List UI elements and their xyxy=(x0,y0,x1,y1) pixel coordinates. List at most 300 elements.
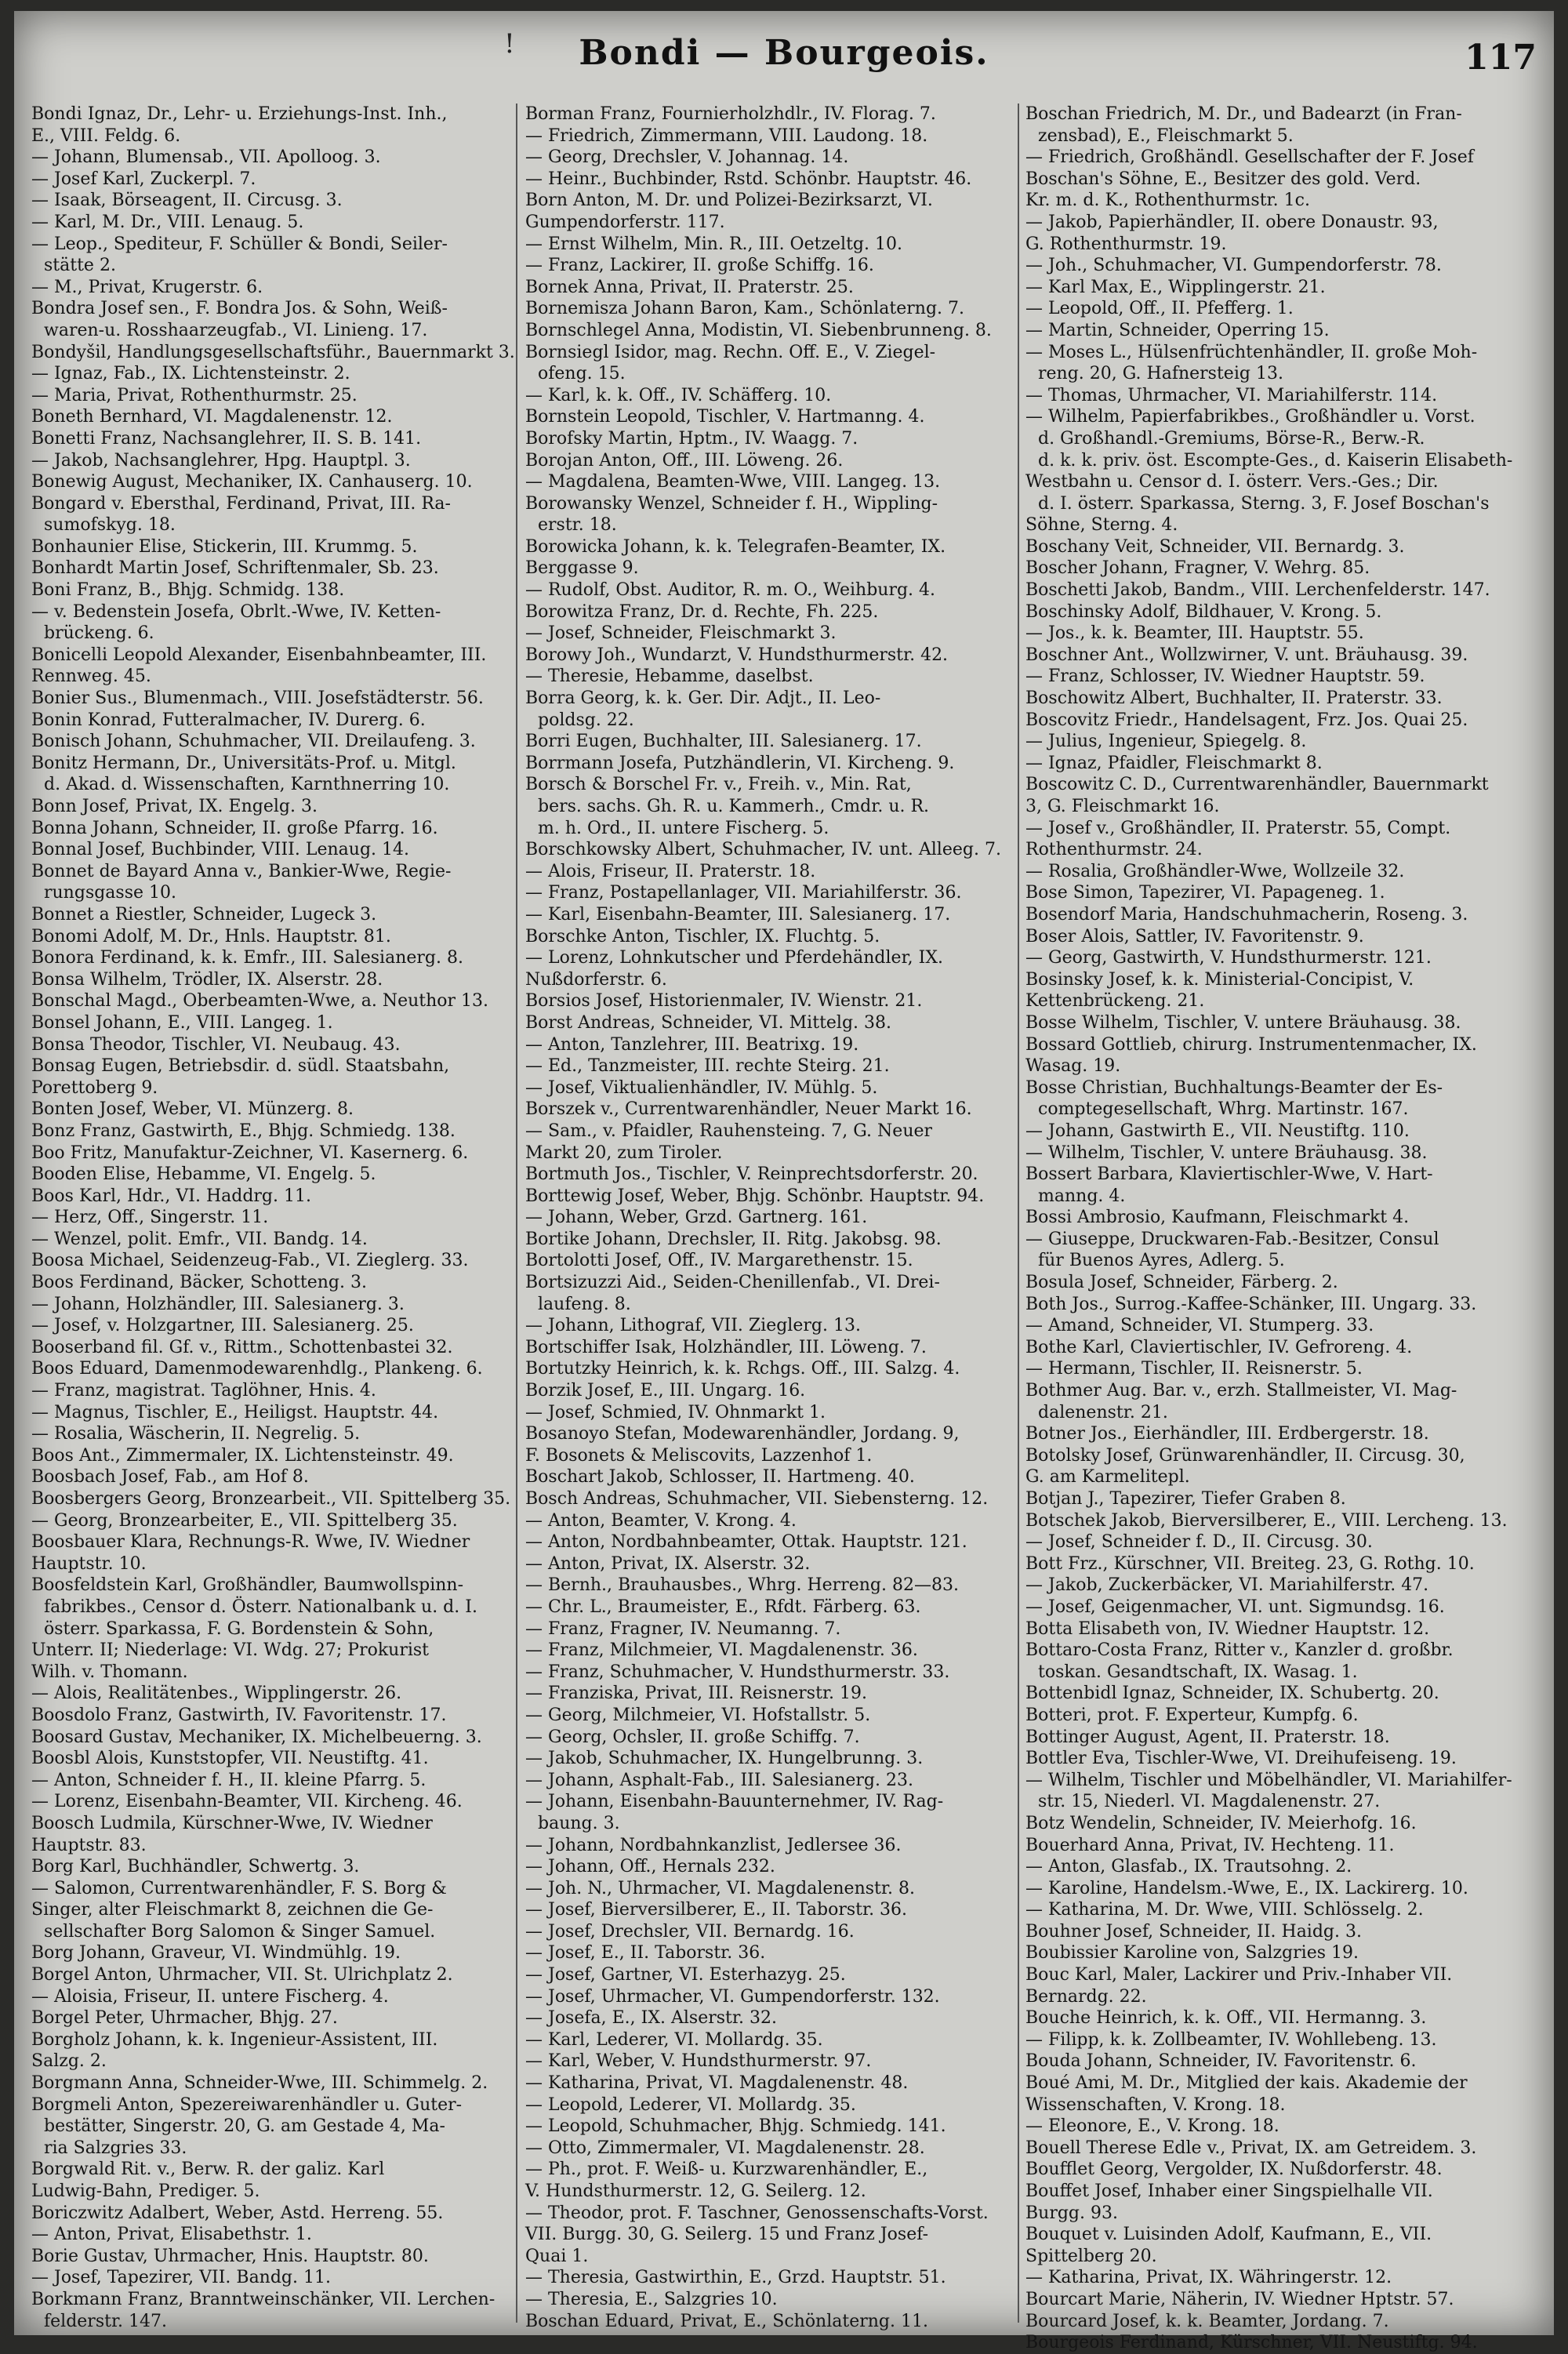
directory-entry-line: Boriczwitz Adalbert, Weber, Astd. Herreng. 55. xyxy=(31,2203,444,2223)
directory-entry-line: Bornsiegl Isidor, mag. Rechn. Off. E., V. Ziegel- xyxy=(525,342,936,362)
directory-entry-line: — Karl, Lederer, VI. Mollardg. 35. xyxy=(525,2029,823,2050)
directory-entry-line: comptegesellschaft, Whrg. Martinstr. 167. xyxy=(1038,1099,1409,1120)
directory-entry-line: Bottaro-Costa Franz, Ritter v., Kanzler d. großbr. xyxy=(1025,1640,1454,1661)
directory-entry-line: Bourgeois Ferdinand, Kürschner, VII. Neustiftg. 94. xyxy=(1025,2333,1478,2353)
directory-entry-line: Bonnet de Bayard Anna v., Bankier-Wwe, Regie- xyxy=(31,861,452,881)
directory-entry-line: Bonomi Adolf, M. Dr., Hnls. Hauptstr. 81. xyxy=(31,926,391,946)
directory-entry-line: Botjan J., Tapezirer, Tiefer Graben 8. xyxy=(1025,1489,1346,1509)
directory-entry-line: Bonhardt Martin Josef, Schriftenmaler, Sb. 23. xyxy=(31,558,439,579)
directory-entry-line: — Jos., k. k. Beamter, III. Hauptstr. 55. xyxy=(1025,623,1364,644)
directory-entry-line: Boufflet Georg, Vergolder, IX. Nußdorferstr. 48. xyxy=(1025,2160,1443,2180)
directory-entry-line: — Giuseppe, Druckwaren-Fab.-Besitzer, Consul xyxy=(1025,1229,1439,1249)
directory-entry-line: Bonsa Wilhelm, Trödler, IX. Alserstr. 28. xyxy=(31,969,383,990)
directory-entry-line: Boneth Bernhard, VI. Magdalenenstr. 12. xyxy=(31,407,393,427)
directory-entry-line: für Buenos Ayres, Adlerg. 5. xyxy=(1038,1251,1285,1271)
directory-entry-line: 3, G. Fleischmarkt 16. xyxy=(1025,797,1220,816)
directory-entry-line: Boschan Friedrich, M. Dr., und Badearzt (in Fran- xyxy=(1025,104,1462,124)
directory-entry-line: Wissenschaften, V. Krong. 18. xyxy=(1025,2094,1286,2115)
directory-entry-line: — Josef, Uhrmacher, VI. Gumpendorferstr. 132. xyxy=(525,1986,940,2007)
directory-entry-line: Borgholz Johann, k. k. Ingenieur-Assistent, III. xyxy=(31,2029,438,2050)
directory-entry-line: — Franz, Lackirer, II. große Schiffg. 16. xyxy=(525,256,874,276)
directory-entry-line: — Rudolf, Obst. Auditor, R. m. O., Weihburg. 4. xyxy=(525,580,936,601)
directory-entry-line: — Johann, Blumensab., VII. Apolloog. 3. xyxy=(31,147,381,168)
column-2 xyxy=(525,104,1011,2330)
directory-entry-line: str. 15, Niederl. VI. Magdalenenstr. 27. xyxy=(1038,1792,1381,1812)
directory-entry-line: — Isaak, Börseagent, II. Circusg. 3. xyxy=(31,191,343,211)
column-1 xyxy=(31,104,515,2331)
directory-entry-line: Söhne, Sterng. 4. xyxy=(1025,515,1178,536)
directory-entry-line: d. k. k. priv. öst. Escompte-Ges., d. Kaiserin Elisabeth- xyxy=(1038,450,1513,470)
directory-entry-line: Boser Alois, Sattler, IV. Favoritenstr. 9. xyxy=(1025,926,1364,946)
directory-entry-line: — Georg, Ochsler, II. große Schiffg. 7. xyxy=(525,1727,860,1747)
directory-entry-line: Boschowitz Albert, Buchhalter, II. Praterstr. 33. xyxy=(1025,688,1443,709)
directory-entry-line: — v. Bedenstein Josefa, Obrlt.-Wwe, IV. Ketten- xyxy=(31,601,441,622)
directory-entry-line: Bonetti Franz, Nachsanglehrer, II. S. B. 141. xyxy=(31,428,422,449)
directory-entry-line: Botschek Jakob, Bierversilberer, E., VIII. Lercheng. 13. xyxy=(1025,1510,1508,1531)
directory-entry-line: — Wilhelm, Papierfabrikbes., Großhändler u. Vorst. xyxy=(1025,407,1475,427)
directory-entry-line: d. Akad. d. Wissenschaften, Karnthnerring 10. xyxy=(44,775,450,795)
directory-entry-line: Boos Ferdinand, Bäcker, Schotteng. 3. xyxy=(31,1273,367,1293)
directory-entry-line: Boosfeldstein Karl, Großhändler, Baumwollspinn- xyxy=(31,1575,464,1596)
directory-entry-line: — Josef, Schneider, Fleischmarkt 3. xyxy=(525,623,837,644)
directory-entry-line: Spittelberg 20. xyxy=(1025,2246,1157,2266)
directory-entry-line: G. Rothenthurmstr. 19. xyxy=(1025,234,1227,254)
directory-entry-line: — Moses L., Hülsenfrüchtenhändler, II. große Moh- xyxy=(1025,342,1478,362)
directory-entry-line: — Ph., prot. F. Weiß- u. Kurzwarenhändler, E., xyxy=(525,2160,928,2180)
directory-entry-line: Westbahn u. Censor d. I. österr. Vers.-Ges.; Dir. xyxy=(1025,472,1439,492)
directory-entry-line: — Josef, Geigenmacher, VI. unt. Sigmundsg. 16. xyxy=(1025,1597,1445,1617)
directory-entry-line: Burgg. 93. xyxy=(1025,2203,1118,2223)
directory-entry-line: Boscher Johann, Fragner, V. Wehrg. 85. xyxy=(1025,558,1370,579)
directory-entry-line: Boosa Michael, Seidenzeug-Fab., VI. Zieglerg. 33. xyxy=(31,1251,469,1271)
directory-entry-line: — Bernh., Brauhausbes., Whrg. Herreng. 82—83. xyxy=(525,1575,959,1596)
directory-entry-line: — Katharina, Privat, VI. Magdalenenstr. 48. xyxy=(525,2073,909,2094)
directory-entry-line: d. Großhandl.-Gremiums, Börse-R., Berw.-R. xyxy=(1038,428,1425,449)
directory-entry-line: Borri Eugen, Buchhalter, III. Salesianerg. 17. xyxy=(525,732,922,752)
page-number: 117 xyxy=(1465,38,1537,78)
directory-entry-line: Bouhner Josef, Schneider, II. Haidg. 3. xyxy=(1025,1921,1362,1942)
directory-entry-line: — Amand, Schneider, VI. Stumperg. 33. xyxy=(1025,1316,1374,1336)
directory-entry-line: — Eleonore, E., V. Krong. 18. xyxy=(1025,2116,1279,2137)
directory-entry-line: — Anton, Privat, IX. Alserstr. 32. xyxy=(525,1553,811,1574)
directory-entry-line: Borttewig Josef, Weber, Bhjg. Schönbr. Hauptstr. 94. xyxy=(525,1186,985,1206)
directory-entry-line: — Karoline, Handelsm.-Wwe, E., IX. Lackirerg. 10. xyxy=(1025,1878,1468,1898)
directory-entry-line: E., VIII. Feldg. 6. xyxy=(31,125,181,146)
directory-entry-line: Unterr. II; Niederlage: VI. Wdg. 27; Prokurist xyxy=(31,1640,430,1661)
directory-entry-line: rungsgasse 10. xyxy=(44,883,177,903)
directory-entry-line: VII. Burgg. 30, G. Seilerg. 15 und Franz Josef- xyxy=(525,2225,929,2245)
directory-entry-line: Born Anton, M. Dr. und Polizei-Bezirksarzt, VI. xyxy=(525,191,933,211)
directory-entry-line: Wilh. v. Thomann. xyxy=(31,1662,188,1682)
directory-entry-line: dalenenstr. 21. xyxy=(1038,1402,1168,1422)
directory-entry-line: — Leop., Spediteur, F. Schüller & Bondi, Seiler- xyxy=(31,234,448,254)
directory-entry-line: Markt 20, zum Tiroler. xyxy=(525,1142,723,1163)
directory-entry-line: Borowicka Johann, k. k. Telegrafen-Beamter, IX. xyxy=(525,536,946,557)
directory-entry-line: — M., Privat, Krugerstr. 6. xyxy=(31,277,263,297)
directory-entry-line: poldsg. 22. xyxy=(538,710,634,730)
directory-entry-line: — Alois, Realitätenbes., Wipplingerstr. 26. xyxy=(31,1684,402,1704)
directory-entry-line: Bonten Josef, Weber, VI. Münzerg. 8. xyxy=(31,1099,354,1120)
directory-entry-line: Porettoberg 9. xyxy=(31,1077,158,1098)
directory-entry-line: — Aloisia, Friseur, II. untere Fischerg. 4. xyxy=(31,1986,389,2007)
directory-entry-line: d. I. österr. Sparkassa, Sterng. 3, F. Josef Boschan's xyxy=(1038,493,1490,514)
directory-entry-line: erstr. 18. xyxy=(538,515,617,536)
directory-entry-line: Borowansky Wenzel, Schneider f. H., Wippling- xyxy=(525,493,938,514)
directory-entry-line: österr. Sparkassa, F. G. Bordenstein & Sohn, xyxy=(44,1618,434,1639)
directory-entry-line: Bornek Anna, Privat, II. Praterstr. 25. xyxy=(525,277,854,297)
directory-entry-line: — Anton, Tanzlehrer, III. Beatrixg. 19. xyxy=(525,1034,859,1055)
directory-entry-line: Bortolotti Josef, Off., IV. Margarethenstr. 15. xyxy=(525,1251,913,1271)
directory-entry-line: Bonna Johann, Schneider, II. große Pfarrg. 16. xyxy=(31,818,438,838)
directory-entry-line: V. Hundsthurmerstr. 12, G. Seilerg. 12. xyxy=(525,2181,866,2201)
directory-entry-line: — Josef, E., II. Taborstr. 36. xyxy=(525,1943,766,1963)
directory-entry-line: waren-u. Rosshaarzeugfab., VI. Linieng. 17. xyxy=(44,320,428,340)
directory-entry-line: Boos Ant., Zimmermaler, IX. Lichtensteinstr. 49. xyxy=(31,1445,454,1466)
directory-entry-line: Bourcart Marie, Näherin, IV. Wiedner Hptstr. 57. xyxy=(1025,2289,1454,2309)
directory-entry-line: Bortike Johann, Drechsler, II. Ritg. Jakobsg. 98. xyxy=(525,1229,942,1249)
directory-entry-line: — Leopold, Off., II. Pfefferg. 1. xyxy=(1025,299,1294,319)
directory-entry-line: Singer, alter Fleischmarkt 8, zeichnen die Ge- xyxy=(31,1900,434,1920)
directory-entry-line: Bonewig August, Mechaniker, IX. Canhauserg. 10. xyxy=(31,472,473,492)
directory-entry-line: Bose Simon, Tapezirer, VI. Papageneg. 1. xyxy=(1025,883,1385,903)
directory-entry-line: Boué Ami, M. Dr., Mitglied der kais. Akademie der xyxy=(1025,2073,1468,2094)
directory-entry-line: Bouell Therese Edle v., Privat, IX. am Getreidem. 3. xyxy=(1025,2138,1477,2158)
directory-entry-line: Bottinger August, Agent, II. Praterstr. 18. xyxy=(1025,1727,1390,1747)
directory-entry-line: Bouquet v. Luisinden Adolf, Kaufmann, E., VII. xyxy=(1025,2225,1432,2245)
directory-entry-line: Bonhaunier Elise, Stickerin, III. Krummg. 5. xyxy=(31,536,418,557)
directory-entry-line: Bonsag Eugen, Betriebsdir. d. südl. Staatsbahn, xyxy=(31,1056,450,1077)
directory-entry-line: — Ed., Tanzmeister, III. rechte Steirg. 21. xyxy=(525,1056,890,1077)
directory-entry-line: Bothmer Aug. Bar. v., erzh. Stallmeister, VI. Mag- xyxy=(1025,1381,1457,1401)
directory-entry-line: — Franz, Postapellanlager, VII. Mariahilferstr. 36. xyxy=(525,883,962,903)
directory-entry-line: — Franz, Milchmeier, VI. Magdalenenstr. 36. xyxy=(525,1640,918,1661)
directory-entry-line: Bonier Sus., Blumenmach., VIII. Josefstädterstr. 56. xyxy=(31,688,484,709)
directory-entry-line: — Ignaz, Fab., IX. Lichtensteinstr. 2. xyxy=(31,364,350,384)
directory-entry-line: Bottenbidl Ignaz, Schneider, IX. Schubertg. 20. xyxy=(1025,1684,1439,1704)
directory-entry-line: — Leopold, Lederer, VI. Mollardg. 35. xyxy=(525,2094,856,2115)
directory-entry-line: — Rosalia, Wäscherin, II. Negrelig. 5. xyxy=(31,1424,361,1444)
directory-entry-line: m. h. Ord., II. untere Fischerg. 5. xyxy=(538,818,829,838)
directory-entry-line: Borszek v., Currentwarenhändler, Neuer Markt 16. xyxy=(525,1099,972,1120)
directory-entry-line: Boosard Gustav, Mechaniker, IX. Michelbeuerng. 3. xyxy=(31,1727,482,1747)
directory-entry-line: — Jakob, Schuhmacher, IX. Hungelbrunng. 3. xyxy=(525,1749,924,1769)
directory-entry-line: — Franz, Schuhmacher, V. Hundsthurmerstr. 33. xyxy=(525,1662,950,1682)
directory-entry-line: — Georg, Gastwirth, V. Hundsthurmerstr. 121. xyxy=(1025,948,1432,968)
directory-entry-line: ofeng. 15. xyxy=(538,364,626,384)
directory-entry-line: — Maria, Privat, Rothenthurmstr. 25. xyxy=(31,385,358,405)
directory-entry-line: Bongard v. Ebersthal, Ferdinand, Privat, III. Ra- xyxy=(31,493,451,514)
directory-entry-line: sellschafter Borg Salomon & Singer Samuel. xyxy=(44,1921,436,1942)
directory-entry-line: Both Jos., Surrog.-Kaffee-Schänker, III. Ungarg. 33. xyxy=(1025,1294,1477,1314)
directory-entry-line: — Heinr., Buchbinder, Rstd. Schönbr. Hauptstr. 46. xyxy=(525,169,972,189)
directory-entry-line: Boosbl Alois, Kunststopfer, VII. Neustiftg. 41. xyxy=(31,1749,429,1769)
directory-entry-line: Borst Andreas, Schneider, VI. Mittelg. 38. xyxy=(525,1012,892,1033)
directory-entry-line: Bornemisza Johann Baron, Kam., Schönlaterng. 7. xyxy=(525,299,965,319)
directory-entry-line: — Joh. N., Uhrmacher, VI. Magdalenenstr. 8. xyxy=(525,1878,915,1898)
directory-entry-line: Berggasse 9. xyxy=(525,558,639,579)
directory-entry-line: brückeng. 6. xyxy=(44,623,154,644)
directory-entry-line: Boos Eduard, Damenmodewarenhdlg., Plankeng. 6. xyxy=(31,1359,483,1379)
directory-entry-line: Bondi Ignaz, Dr., Lehr- u. Erziehungs-Inst. Inh., xyxy=(31,104,448,124)
directory-entry-line: — Johann, Off., Hernals 232. xyxy=(525,1857,775,1877)
directory-entry-line: G. am Karmelitepl. xyxy=(1025,1467,1190,1488)
directory-entry-line: Boschan Eduard, Privat, E., Schönlaterng. 11. xyxy=(525,2311,928,2331)
directory-entry-line: Boschart Jakob, Schlosser, II. Hartmeng. 40. xyxy=(525,1467,915,1488)
directory-entry-line: — Josef v., Großhändler, II. Praterstr. 55, Compt. xyxy=(1025,818,1451,838)
directory-entry-line: Boosbauer Klara, Rechnungs-R. Wwe, IV. Wiedner xyxy=(31,1532,470,1553)
directory-entry-line: Hauptstr. 10. xyxy=(31,1553,147,1574)
directory-entry-line: — Josef, Gartner, VI. Esterhazyg. 25. xyxy=(525,1965,846,1985)
directory-entry-line: Bonicelli Leopold Alexander, Eisenbahnbeamter, III. xyxy=(31,645,487,665)
directory-entry-line: Botta Elisabeth von, IV. Wiedner Hauptstr. 12. xyxy=(1025,1618,1430,1639)
directory-entry-line: — Josef, Tapezirer, VII. Bandg. 11. xyxy=(31,2268,331,2288)
directory-entry-line: Borschkowsky Albert, Schuhmacher, IV. unt. Alleeg. 7. xyxy=(525,840,1001,860)
directory-entry-line: laufeng. 8. xyxy=(538,1294,631,1314)
directory-entry-line: zensbad), E., Fleischmarkt 5. xyxy=(1038,125,1294,146)
directory-entry-line: Borkmann Franz, Branntweinschänker, VII. Lerchen- xyxy=(31,2289,495,2309)
directory-entry-line: Boo Fritz, Manufaktur-Zeichner, VI. Kasernerg. 6. xyxy=(31,1142,469,1163)
directory-entry-line: — Lorenz, Eisenbahn-Beamter, VII. Kircheng. 46. xyxy=(31,1792,463,1812)
directory-entry-line: — Anton, Beamter, V. Krong. 4. xyxy=(525,1510,797,1531)
directory-entry-line: — Jakob, Nachsanglehrer, Hpg. Hauptpl. 3. xyxy=(31,450,411,470)
directory-entry-line: toskan. Gesandtschaft, IX. Wasag. 1. xyxy=(1038,1662,1358,1682)
directory-entry-line: Bothe Karl, Claviertischler, IV. Gefroreng. 4. xyxy=(1025,1337,1413,1357)
directory-entry-line: — Johann, Eisenbahn-Bauunternehmer, IV. Rag- xyxy=(525,1792,944,1812)
directory-entry-line: fabrikbes., Censor d. Österr. Nationalbank u. d. I. xyxy=(44,1597,477,1617)
directory-entry-line: Boosbergers Georg, Bronzearbeit., VII. Spittelberg 35. xyxy=(31,1489,511,1509)
directory-entry-line: — Lorenz, Lohnkutscher und Pferdehändler, IX. xyxy=(525,948,943,968)
directory-entry-line: — Johann, Weber, Grzd. Gartnerg. 161. xyxy=(525,1208,868,1228)
directory-entry-line: — Ernst Wilhelm, Min. R., III. Oetzeltg. 10. xyxy=(525,234,902,254)
directory-entry-line: — Franz, Fragner, IV. Neumanng. 7. xyxy=(525,1618,841,1639)
directory-entry-line: Boschinsky Adolf, Bildhauer, V. Krong. 5. xyxy=(1025,601,1382,622)
directory-entry-line: — Josef, Viktualienhändler, IV. Mühlg. 5. xyxy=(525,1077,878,1098)
directory-entry-line: Bottler Eva, Tischler-Wwe, VI. Dreihufeiseng. 19. xyxy=(1025,1749,1457,1769)
directory-entry-line: — Anton, Nordbahnbeamter, Ottak. Hauptstr. 121. xyxy=(525,1532,967,1553)
directory-entry-line: Bouche Heinrich, k. k. Off., VII. Hermanng. 3. xyxy=(1025,2008,1427,2029)
directory-entry-line: Boni Franz, B., Bhjg. Schmidg. 138. xyxy=(31,580,345,601)
directory-entry-line: Bonz Franz, Gastwirth, E., Bhjg. Schmiedg. 138. xyxy=(31,1121,456,1141)
directory-entry-line: — Johann, Holzhändler, III. Salesianerg. 3. xyxy=(31,1294,405,1314)
directory-entry-line: Bosendorf Maria, Handschuhmacherin, Roseng. 3. xyxy=(1025,904,1468,925)
directory-entry-line: — Friedrich, Großhändl. Gesellschafter der F. Josef xyxy=(1025,147,1474,168)
directory-entry-line: Bouc Karl, Maler, Lackirer und Priv.-Inhaber VII. xyxy=(1025,1965,1453,1985)
directory-entry-line: Bonora Ferdinand, k. k. Emfr., III. Salesianerg. 8. xyxy=(31,948,463,968)
directory-entry-line: Borrmann Josefa, Putzhändlerin, VI. Kircheng. 9. xyxy=(525,753,955,773)
directory-entry-line: — Anton, Privat, Elisabethstr. 1. xyxy=(31,2225,312,2245)
directory-entry-line: Boschany Veit, Schneider, VII. Bernardg. 3. xyxy=(1025,536,1405,557)
directory-entry-line: Bosanoyo Stefan, Modewarenhändler, Jordang. 9, xyxy=(525,1424,960,1444)
directory-entry-line: — Johann, Asphalt-Fab., III. Salesianerg. 23. xyxy=(525,1770,913,1790)
directory-entry-line: Bossert Barbara, Klaviertischler-Wwe, V. Hart- xyxy=(1025,1164,1433,1185)
directory-entry-line: Borman Franz, Fournierholzhdlr., IV. Florag. 7. xyxy=(525,104,936,124)
directory-entry-line: Bossard Gottlieb, chirurg. Instrumentenmacher, IX. xyxy=(1025,1034,1477,1055)
directory-entry-line: Bortutzky Heinrich, k. k. Rchgs. Off., III. Salzg. 4. xyxy=(525,1359,960,1379)
directory-entry-line: Borowitza Franz, Dr. d. Rechte, Fh. 225. xyxy=(525,601,879,622)
directory-entry-line: Booden Elise, Hebamme, VI. Engelg. 5. xyxy=(31,1164,376,1185)
directory-entry-line: — Wenzel, polit. Emfr., VII. Bandg. 14. xyxy=(31,1229,368,1249)
directory-entry-line: Kettenbrückeng. 21. xyxy=(1025,991,1205,1012)
directory-entry-line: Borschke Anton, Tischler, IX. Fluchtg. 5. xyxy=(525,926,880,946)
directory-entry-line: — Karl, k. k. Off., IV. Schäfferg. 10. xyxy=(525,385,832,405)
directory-entry-line: Bondyšil, Handlungsgesellschaftsführ., Bauernmarkt 3. xyxy=(31,342,515,362)
directory-entry-line: Boschan's Söhne, E., Besitzer des gold. Verd. xyxy=(1025,169,1421,189)
directory-entry-line: Bornschlegel Anna, Modistin, VI. Siebenbrunneng. 8. xyxy=(525,320,992,340)
directory-entry-line: Botner Jos., Eierhändler, III. Erdbergerstr. 18. xyxy=(1025,1424,1429,1444)
directory-entry-line: — Thomas, Uhrmacher, VI. Mariahilferstr. 114. xyxy=(1025,385,1438,405)
directory-entry-line: Bosse Christian, Buchhaltungs-Beamter der Es- xyxy=(1025,1077,1443,1098)
directory-entry-line: — Wilhelm, Tischler und Möbelhändler, VI. Mariahilfer- xyxy=(1025,1770,1512,1790)
directory-entry-line: Bonschal Magd., Oberbeamten-Wwe, a. Neuthor 13. xyxy=(31,991,489,1012)
directory-entry-line: Boschner Ant., Wollzwirner, V. unt. Bräuhausg. 39. xyxy=(1025,645,1468,665)
column-divider xyxy=(1018,104,1019,2323)
directory-entry-line: Borgel Peter, Uhrmacher, Bhjg. 27. xyxy=(31,2008,338,2029)
directory-entry-line: Boubissier Karoline von, Salzgries 19. xyxy=(1025,1943,1359,1963)
directory-entry-line: Boos Karl, Hdr., VI. Haddrg. 11. xyxy=(31,1186,311,1206)
directory-entry-line: — Jakob, Zuckerbäcker, VI. Mariahilferstr. 47. xyxy=(1025,1575,1429,1596)
directory-entry-line: — Franziska, Privat, III. Reisnerstr. 19. xyxy=(525,1684,868,1704)
directory-entry-line: Rothenthurmstr. 24. xyxy=(1025,840,1203,860)
directory-entry-line: Kr. m. d. K., Rothenthurmstr. 1c. xyxy=(1025,191,1310,211)
directory-entry-line: Nußdorferstr. 6. xyxy=(525,969,667,990)
directory-entry-line: felderstr. 147. xyxy=(44,2311,168,2331)
directory-entry-line: — Johann, Nordbahnkanzlist, Jedlersee 36. xyxy=(525,1835,902,1855)
directory-entry-line: Borgmeli Anton, Spezereiwarenhändler u. Guter- xyxy=(31,2094,463,2115)
directory-entry-line: ria Salzgries 33. xyxy=(44,2138,187,2158)
directory-entry-line: Bonn Josef, Privat, IX. Engelg. 3. xyxy=(31,797,318,816)
directory-entry-line: — Josef, Bierversilberer, E., II. Taborstr. 36. xyxy=(525,1900,908,1920)
directory-entry-line: Quai 1. xyxy=(525,2246,589,2266)
directory-entry-line: — Martin, Schneider, Operring 15. xyxy=(1025,320,1330,340)
directory-entry-line: Ludwig-Bahn, Prediger. 5. xyxy=(31,2181,260,2201)
directory-entry-line: Borsch & Borschel Fr. v., Freih. v., Min. Rat, xyxy=(525,775,912,795)
directory-entry-line: — Magnus, Tischler, E., Heiligst. Hauptstr. 44. xyxy=(31,1402,439,1422)
directory-entry-line: Bortschiffer Isak, Holzhändler, III. Löweng. 7. xyxy=(525,1337,927,1357)
directory-entry-line: Borgwald Rit. v., Berw. R. der galiz. Karl xyxy=(31,2160,385,2180)
directory-entry-line: Bonin Konrad, Futteralmacher, IV. Durerg. 6. xyxy=(31,710,426,730)
directory-entry-line: Bouerhard Anna, Privat, IV. Hechteng. 11. xyxy=(1025,1835,1395,1855)
directory-entry-line: — Johann, Gastwirth E., VII. Neustiftg. 110. xyxy=(1025,1121,1410,1141)
directory-entry-line: — Josef, Schneider f. D., II. Circusg. 30. xyxy=(1025,1532,1373,1553)
directory-entry-line: Bonnal Josef, Buchbinder, VIII. Lenaug. 14. xyxy=(31,840,410,860)
directory-entry-line: Borra Georg, k. k. Ger. Dir. Adjt., II. Leo- xyxy=(525,688,881,709)
directory-entry-line: — Ignaz, Pfaidler, Fleischmarkt 8. xyxy=(1025,753,1323,773)
directory-entry-line: Borgmann Anna, Schneider-Wwe, III. Schimmelg. 2. xyxy=(31,2073,488,2094)
directory-entry-line: Borgel Anton, Uhrmacher, VII. St. Ulrichplatz 2. xyxy=(31,1965,453,1985)
page-title: Bondi — Bourgeois. xyxy=(579,33,989,73)
directory-entry-line: Bonsel Johann, E., VIII. Langeg. 1. xyxy=(31,1012,333,1033)
directory-entry-line: — Rosalia, Großhändler-Wwe, Wollzeile 32. xyxy=(1025,861,1405,881)
directory-entry-line: Boscovitz Friedr., Handelsagent, Frz. Jos. Quai 25. xyxy=(1025,710,1468,730)
directory-entry-line: — Josefa, E., IX. Alserstr. 32. xyxy=(525,2008,777,2029)
directory-entry-line: bestätter, Singerstr. 20, G. am Gestade 4, Ma- xyxy=(44,2116,445,2137)
directory-entry-line: — Karl, M. Dr., VIII. Lenaug. 5. xyxy=(31,212,304,232)
directory-entry-line: Hauptstr. 83. xyxy=(31,1835,147,1855)
directory-entry-line: reng. 20, G. Hafnersteig 13. xyxy=(1038,364,1283,384)
directory-entry-line: — Salomon, Currentwarenhändler, F. S. Borg & xyxy=(31,1878,447,1898)
directory-entry-line: Bornstein Leopold, Tischler, V. Hartmanng. 4. xyxy=(525,407,925,427)
directory-entry-line: — Theresie, Hebamme, daselbst. xyxy=(525,667,814,687)
directory-entry-line: — Franz, magistrat. Taglöhner, Hnis. 4. xyxy=(31,1381,376,1401)
column-divider xyxy=(516,104,517,2323)
directory-entry-line: Borowy Joh., Wundarzt, V. Hundsthurmerstr. 42. xyxy=(525,645,949,665)
directory-entry-line: — Georg, Bronzearbeiter, E., VII. Spittelberg 35. xyxy=(31,1510,458,1531)
directory-entry-line: — Jakob, Papierhändler, II. obere Donaustr. 93, xyxy=(1025,212,1439,232)
directory-entry-line: Bosinsky Josef, k. k. Ministerial-Concipist, V. xyxy=(1025,969,1414,990)
directory-entry-line: Bossi Ambrosio, Kaufmann, Fleischmarkt 4. xyxy=(1025,1208,1410,1228)
directory-entry-line: Bonitz Hermann, Dr., Universitäts-Prof. u. Mitgl. xyxy=(31,753,456,773)
directory-entry-line: Bosula Josef, Schneider, Färberg. 2. xyxy=(1025,1273,1338,1293)
directory-entry-line: Borofsky Martin, Hptm., IV. Waagg. 7. xyxy=(525,428,858,449)
directory-entry-line: Bonsa Theodor, Tischler, VI. Neubaug. 43. xyxy=(31,1034,401,1055)
directory-entry-line: manng. 4. xyxy=(1038,1186,1126,1206)
directory-entry-line: — Filipp, k. k. Zollbeamter, IV. Wohllebeng. 13. xyxy=(1025,2029,1437,2050)
directory-entry-line: Rennweg. 45. xyxy=(31,667,151,687)
directory-entry-line: — Wilhelm, Tischler, V. untere Bräuhausg. 38. xyxy=(1025,1142,1428,1163)
directory-entry-line: Bosch Andreas, Schuhmacher, VII. Siebensterng. 12. xyxy=(525,1489,989,1509)
directory-entry-line: — Theresia, Gastwirthin, E., Grzd. Hauptstr. 51. xyxy=(525,2268,946,2288)
directory-entry-line: Boschetti Jakob, Bandm., VIII. Lerchenfelderstr. 147. xyxy=(1025,580,1490,601)
directory-entry-line: — Joh., Schuhmacher, VI. Gumpendorferstr. 78. xyxy=(1025,256,1442,276)
directory-entry-line: — Josef, v. Holzgartner, III. Salesianerg. 25. xyxy=(31,1316,414,1336)
directory-entry-line: Wasag. 19. xyxy=(1025,1056,1121,1077)
directory-entry-line: Bonnet a Riestler, Schneider, Lugeck 3. xyxy=(31,904,377,925)
directory-entry-line: baung. 3. xyxy=(538,1813,620,1833)
directory-entry-line: Bortmuth Jos., Tischler, V. Reinprechtsdorferstr. 20. xyxy=(525,1164,978,1185)
directory-entry-line: — Georg, Drechsler, V. Johannag. 14. xyxy=(525,147,849,168)
directory-entry-line: — Josef, Schmied, IV. Ohnmarkt 1. xyxy=(525,1402,826,1422)
directory-entry-line: Borsios Josef, Historienmaler, IV. Wienstr. 21. xyxy=(525,991,923,1012)
directory-entry-line: Bourcard Josef, k. k. Beamter, Jordang. 7. xyxy=(1025,2311,1389,2331)
directory-entry-line: — Anton, Glasfab., IX. Trautsohng. 2. xyxy=(1025,1857,1352,1877)
directory-entry-line: Gumpendorferstr. 117. xyxy=(525,212,725,232)
directory-entry-line: Salzg. 2. xyxy=(31,2051,107,2072)
directory-entry-line: Bonisch Johann, Schuhmacher, VII. Dreilaufeng. 3. xyxy=(31,732,476,752)
directory-entry-line: — Julius, Ingenieur, Spiegelg. 8. xyxy=(1025,732,1307,752)
directory-entry-line: — Friedrich, Zimmermann, VIII. Laudong. 18. xyxy=(525,125,928,146)
directory-entry-line: Bernardg. 22. xyxy=(1025,1986,1147,2007)
directory-entry-line: — Anton, Schneider f. H., II. kleine Pfarrg. 5. xyxy=(31,1770,426,1790)
directory-entry-line: Borg Karl, Buchhändler, Schwertg. 3. xyxy=(31,1857,360,1877)
column-3 xyxy=(1025,104,1546,2353)
directory-entry-line: Booserband fil. Gf. v., Rittm., Schottenbastei 32. xyxy=(31,1337,453,1357)
directory-entry-line: — Alois, Friseur, II. Praterstr. 18. xyxy=(525,861,816,881)
directory-entry-line: — Karl, Weber, V. Hundsthurmerstr. 97. xyxy=(525,2051,872,2072)
directory-entry-line: Boosch Ludmila, Kürschner-Wwe, IV. Wiedner xyxy=(31,1813,433,1833)
directory-entry-line: Borojan Anton, Off., III. Löweng. 26. xyxy=(525,450,844,470)
directory-entry-line: — Sam., v. Pfaidler, Rauhensteing. 7, G. Neuer xyxy=(525,1121,933,1141)
directory-entry-line: — Georg, Milchmeier, VI. Hofstallstr. 5. xyxy=(525,1705,871,1725)
directory-entry-line: — Josef, Drechsler, VII. Bernardg. 16. xyxy=(525,1921,855,1942)
directory-entry-line: stätte 2. xyxy=(44,256,116,276)
directory-entry-line: — Josef Karl, Zuckerpl. 7. xyxy=(31,169,256,189)
directory-entry-line: — Herz, Off., Singerstr. 11. xyxy=(31,1208,269,1228)
directory-entry-line: sumofskyg. 18. xyxy=(44,515,176,536)
directory-entry-line: — Johann, Lithograf, VII. Zieglerg. 13. xyxy=(525,1316,861,1336)
directory-entry-line: — Karl, Eisenbahn-Beamter, III. Salesianerg. 17. xyxy=(525,904,951,925)
directory-entry-line: Boscowitz C. D., Currentwarenhändler, Bauernmarkt xyxy=(1025,775,1489,795)
directory-entry-line: Bortsizuzzi Aid., Seiden-Chenillenfab., VI. Drei- xyxy=(525,1273,940,1293)
directory-entry-line: — Hermann, Tischler, II. Reisnerstr. 5. xyxy=(1025,1359,1363,1379)
directory-entry-line: Boosdolo Franz, Gastwirth, IV. Favoritenstr. 17. xyxy=(31,1705,447,1725)
directory-entry-line: — Theodor, prot. F. Taschner, Genossenschafts-Vorst. xyxy=(525,2203,989,2223)
directory-entry-line: Borg Johann, Graveur, VI. Windmühlg. 19. xyxy=(31,1943,401,1963)
page-header xyxy=(14,11,1554,97)
directory-entry-line: — Katharina, Privat, IX. Währingerstr. 12. xyxy=(1025,2268,1392,2288)
directory-entry-line: Bondra Josef sen., F. Bondra Jos. & Sohn, Weiß- xyxy=(31,299,448,319)
directory-entry-line: Boosbach Josef, Fab., am Hof 8. xyxy=(31,1467,309,1488)
directory-entry-line: Bosse Wilhelm, Tischler, V. untere Bräuhausg. 38. xyxy=(1025,1012,1461,1033)
